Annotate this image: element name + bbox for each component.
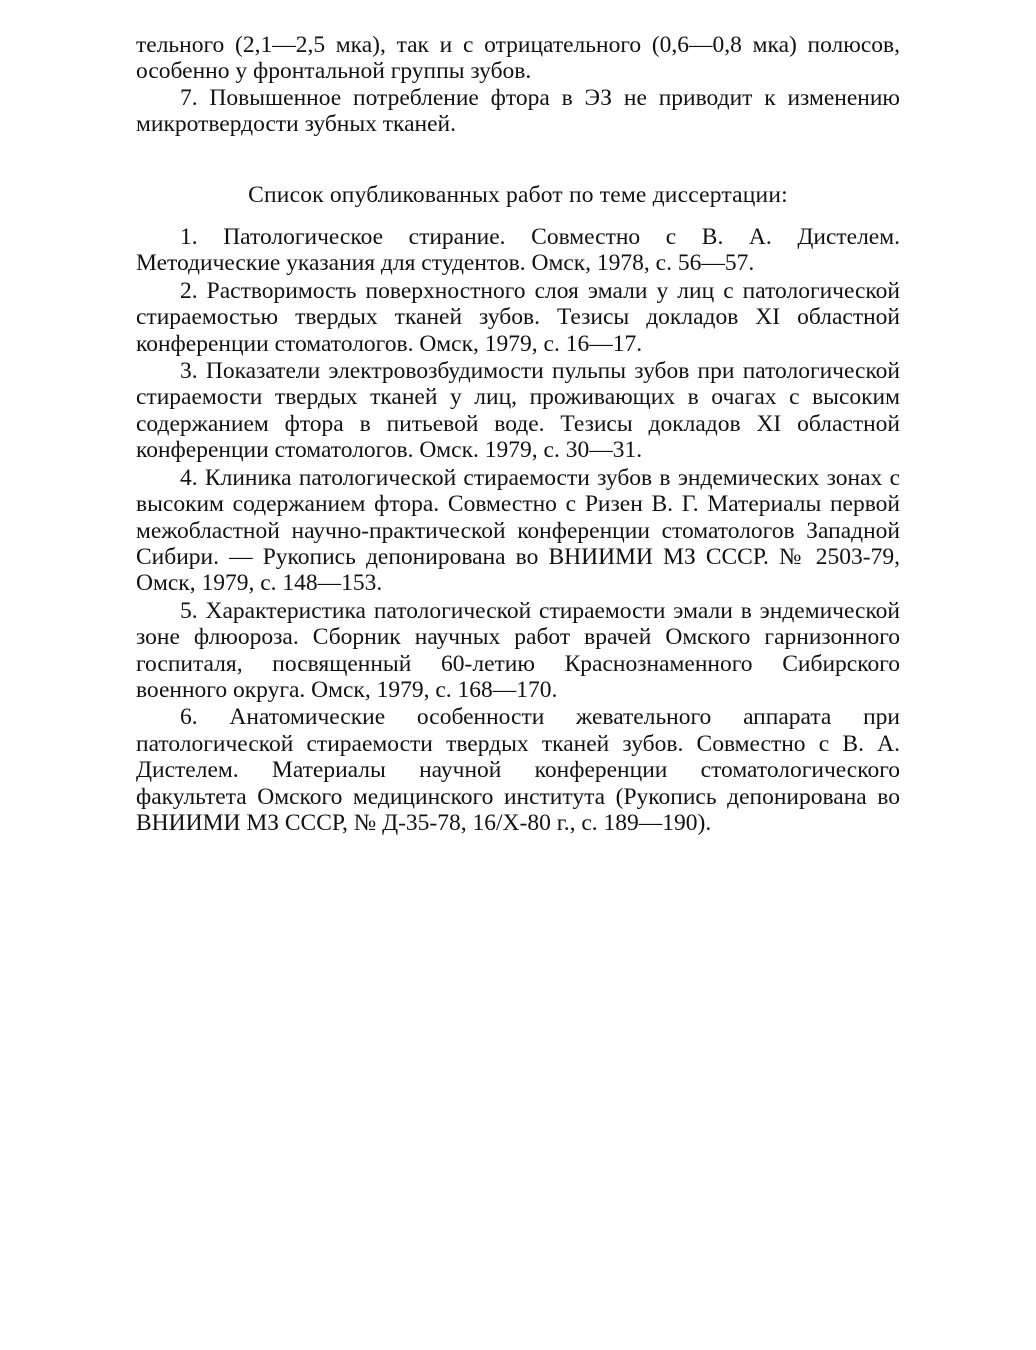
conclusion-continuation: тельного (2,1—2,5 мка), так и с отрицательного (0,6—0,8 мка) полюсов, особенно у фронтальной группы зубов. [136,32,900,85]
publication-item-2: 2. Растворимость поверхностного слоя эмали у лиц с патологической стираемостью твердых тканей зубов. Тезисы докладов XI областной конференции стоматологов. Омск, 1979, с. 16—17. [136,277,900,357]
publication-item-5: 5. Характеристика патологической стираемости эмали в эндемической зоне флюороза. Сборник научных работ врачей Омского гарнизонного госпиталя, посвященный 60-летию Краснознаменного Сибирского военного округа. Омск, 1979, с. 168—170. [136,597,900,703]
publication-item-3: 3. Показатели электровозбудимости пульпы зубов при патологической стираемости твердых тканей у лиц, проживающих в очагах с высоким содержанием фтора в питьевой воде. Тезисы докладов XI областной конференции стоматологов. Омск. 1979, с. 30—31. [136,358,900,464]
publication-item-1: 1. Патологическое стирание. Совместно с В. А. Дистелем. Методические указания для студентов. Омск, 1978, с. 56—57. [136,224,900,277]
publication-item-6: 6. Анатомические особенности жевательного аппарата при патологической стираемости твердых тканей зубов. Совместно с В. А. Дистелем. Материалы научной конференции стоматологического факультета Омского медицинского института (Рукопись депонирована во ВНИИМИ МЗ СССР, № Д-35-78, 16/Х-80 г., с. 189—190). [136,704,900,836]
conclusion-point-7: 7. Повышенное потребление фтора в ЭЗ не приводит к изменению микротвердости зубных тканей. [136,84,900,138]
publications-heading: Список опубликованных работ по теме диссертации: [248,181,788,208]
document-page [136,32,900,837]
publications-list [136,224,900,836]
publication-item-4: 4. Клиника патологической стираемости зубов в эндемических зонах с высоким содержанием фтора. Совместно с Ризен В. Г. Материалы первой межобластной научно-практической конференции стоматологов Западной Сибири. — Рукопись депонирована во ВНИИМИ МЗ СССР. № 2503-79, Омск, 1979, с. 148—153. [136,464,900,597]
